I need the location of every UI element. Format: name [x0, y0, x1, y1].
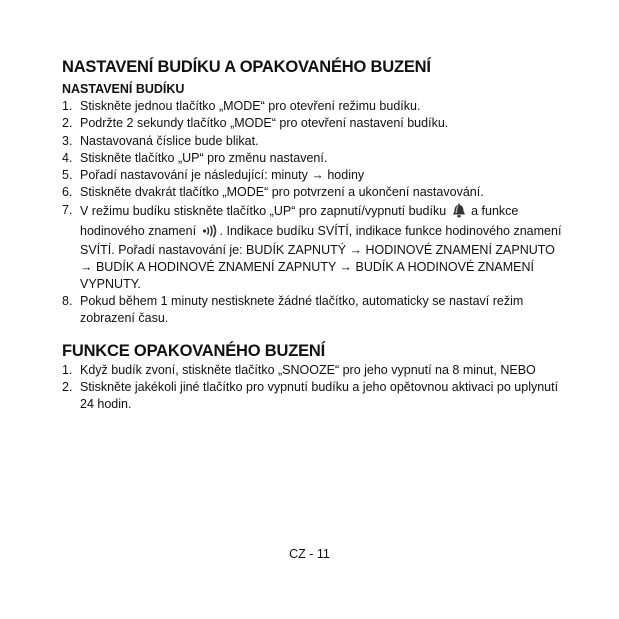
- step-text: Podržte 2 sekundy tlačítko „MODE“ pro otevření nastavení budíku.: [80, 116, 449, 131]
- step-text: Stiskněte dvakrát tlačítko „MODE“ pro potvrzení a ukončení nastavování.: [80, 185, 484, 200]
- step-text: Pořadí nastavování je následující: minuty → hodiny: [80, 168, 365, 183]
- step-text: . Indikace budíku SVÍTÍ, indikace funkce hodinového znamení SVÍTÍ. Pořadí nastavování je: BUDÍK ZAPNUTÝ → HODINOVÉ ZNAMENÍ ZAPNUTO → BUDÍK A HODINOVÉ ZNAMENÍ ZAPNUTY → BUDÍK A HODINOVÉ ZNAMENÍ VYPNUTY.: [80, 223, 562, 291]
- step-number: 1.: [62, 99, 73, 113]
- step-number: 2.: [62, 380, 73, 395]
- page-title: NASTAVENÍ BUDÍKU A OPAKOVANÉHO BUZENÍ: [62, 58, 431, 76]
- step-number: 1.: [62, 363, 73, 377]
- list-item: [62, 115, 562, 132]
- step-number: 4.: [62, 150, 73, 165]
- list-item: [62, 150, 562, 167]
- list-item: [62, 133, 562, 150]
- page-number: CZ - 11: [289, 547, 330, 561]
- list-item: [62, 184, 562, 201]
- list-item: [62, 362, 562, 379]
- snooze-heading: FUNKCE OPAKOVANÉHO BUZENÍ: [62, 342, 325, 360]
- step-number: 2.: [62, 116, 73, 131]
- alarm-bell-icon: [452, 202, 466, 223]
- step-number: 7.: [62, 202, 73, 217]
- step-number: 3.: [62, 133, 73, 148]
- step-text: Stiskněte tlačítko „UP“ pro změnu nastavení.: [80, 150, 328, 165]
- list-item: [62, 98, 562, 115]
- step-number: 6.: [62, 185, 73, 200]
- list-item: [62, 167, 562, 184]
- list-item: [62, 202, 562, 293]
- step-number: 8.: [62, 294, 73, 309]
- alarm-settings-subheading: NASTAVENÍ BUDÍKU: [62, 82, 185, 96]
- step-text: Když budík zvoní, stiskněte tlačítko „SNOOZE“ pro jeho vypnutí na 8 minut, NEBO: [80, 363, 536, 377]
- step-text: Stiskněte jednou tlačítko „MODE“ pro otevření režimu budíku.: [80, 99, 421, 113]
- list-item: [62, 379, 562, 413]
- alarm-settings-steps: [62, 98, 562, 327]
- list-item: [62, 293, 562, 327]
- chime-sound-icon: [202, 224, 218, 243]
- step-text: Nastavovaná číslice bude blikat.: [80, 133, 259, 148]
- step-text: a funkce hodinového znamení: [80, 203, 519, 238]
- snooze-steps: [62, 362, 562, 413]
- step-number: 5.: [62, 168, 73, 183]
- step-text: Stiskněte jakékoli jiné tlačítko pro vypnutí budíku a jeho opětovnou aktivaci po uplynutí 24 hodin.: [80, 380, 559, 412]
- step-text: Pokud během 1 minuty nestisknete žádné tlačítko, automaticky se nastaví režim zobrazení času.: [80, 294, 524, 326]
- step-text: V režimu budíku stiskněte tlačítko „UP“ pro zapnutí/vypnutí budíku: [80, 203, 447, 218]
